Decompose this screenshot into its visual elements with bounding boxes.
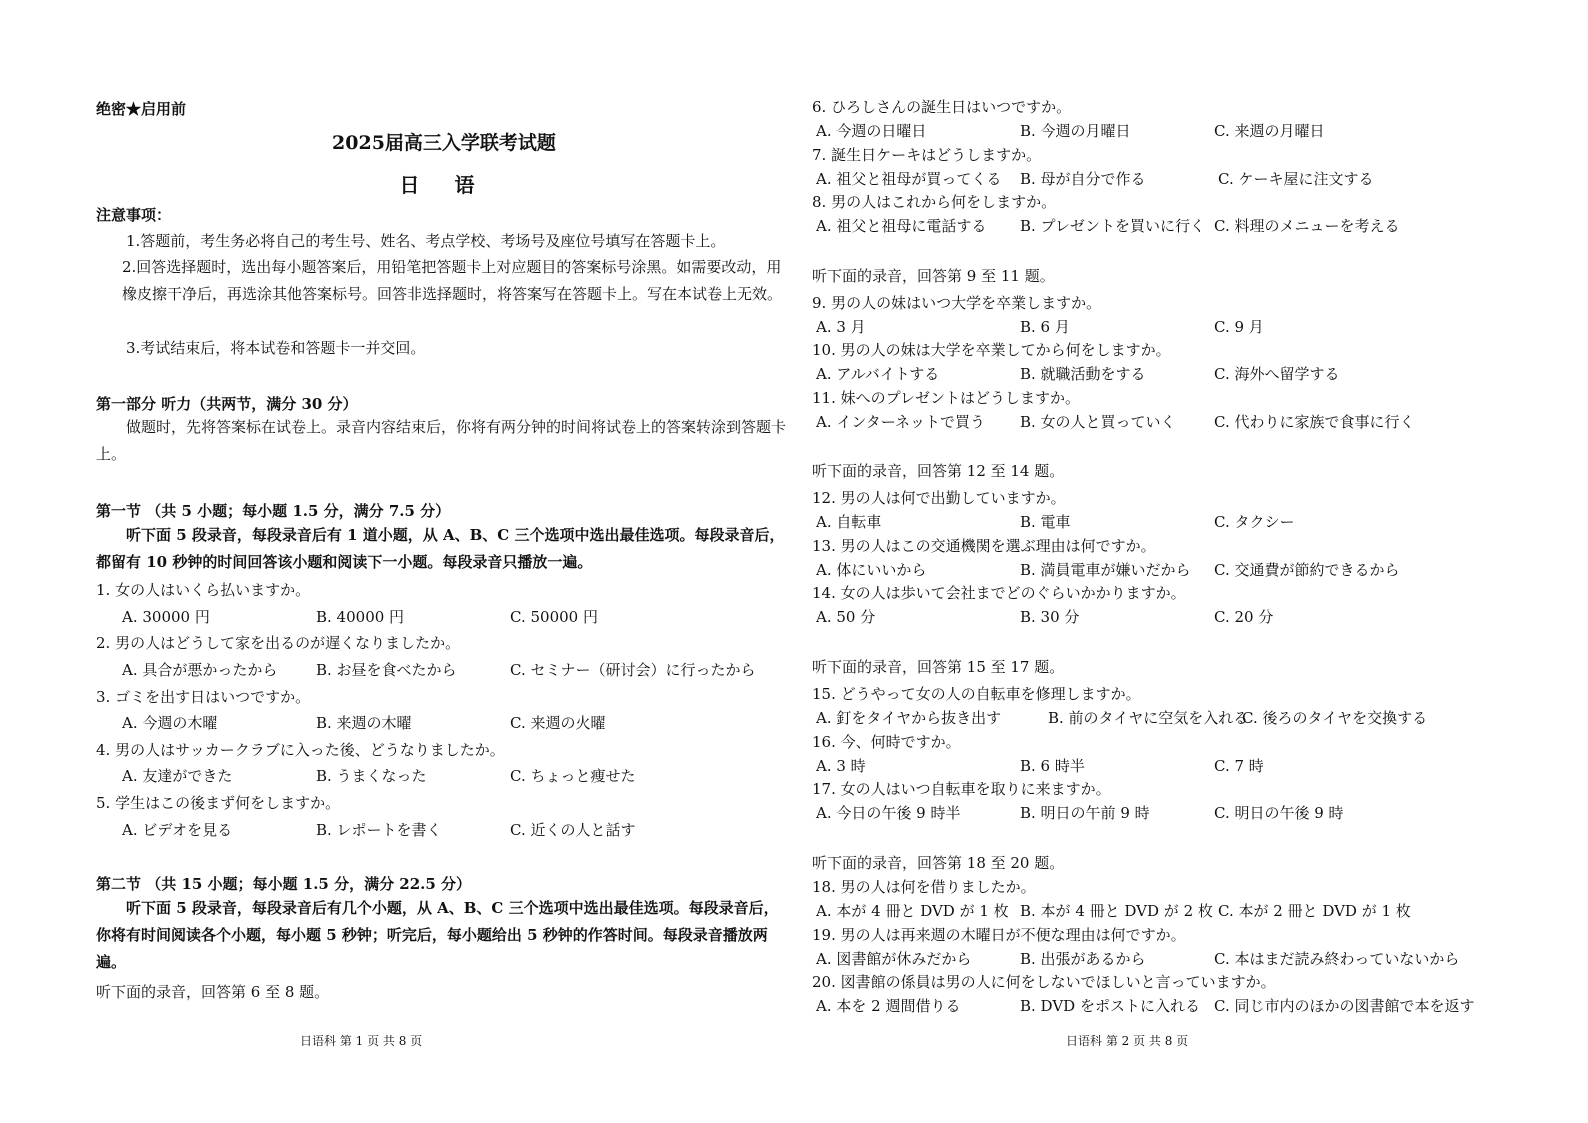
question-19: 19. 男の人は再来週の木曜日が不便な理由は何ですか。: [812, 926, 1186, 944]
q14-option-c: C. 20 分: [1214, 608, 1274, 626]
q7-option-b: B. 母が自分で作る: [1020, 170, 1146, 188]
q19-option-b: B. 出張があるから: [1020, 950, 1146, 968]
group-15-17-instruction: 听下面的录音，回答第 15 至 17 题。: [812, 658, 1065, 676]
q18-option-c: C. 本が 2 冊と DVD が 1 枚: [1218, 902, 1411, 920]
q3-option-a: A. 今週の木曜: [122, 714, 218, 732]
q20-option-b: B. DVD をポストに入れる: [1020, 997, 1200, 1015]
question-14: 14. 女の人は歩いて会社までどのぐらいかかりますか。: [812, 584, 1186, 602]
q12-option-a: A. 自転車: [816, 513, 882, 531]
section1-instruction: 听下面 5 段录音，每段录音后有 1 道小题，从 A、B、C 三个选项中选出最佳选项。每段录音后，都留有 10 秒钟的时间回答该小题和阅读下一小题。每段录音只播放一遍。: [96, 526, 785, 571]
q3-option-c: C. 来週の火曜: [510, 714, 606, 732]
q9-option-a: A. 3 月: [816, 318, 866, 336]
question-1: 1. 女の人はいくら払いますか。: [96, 581, 311, 599]
q4-option-c: C. ちょっと痩せた: [510, 767, 636, 785]
question-16: 16. 今、何時ですか。: [812, 733, 961, 751]
q18-option-b: B. 本が 4 冊と DVD が 2 枚: [1020, 902, 1213, 920]
exam-page-2: [812, 0, 1512, 1123]
q14-option-b: B. 30 分: [1020, 608, 1080, 626]
question-18: 18. 男の人は何を借りましたか。: [812, 878, 1036, 896]
q16-option-a: A. 3 時: [816, 757, 866, 775]
question-11: 11. 妹へのプレゼントはどうしますか。: [812, 389, 1081, 407]
subject-title: 日 语: [399, 173, 489, 197]
q17-option-c: C. 明日の午後 9 時: [1214, 804, 1344, 822]
question-17: 17. 女の人はいつ自転車を取りに来ますか。: [812, 780, 1111, 798]
q5-option-b: B. レポートを書く: [316, 821, 442, 839]
question-4: 4. 男の人はサッカークラブに入った後、どうなりましたか。: [96, 741, 505, 759]
q1-option-c: C. 50000 円: [510, 608, 598, 626]
q3-option-b: B. 来週の木曜: [316, 714, 412, 732]
q10-option-c: C. 海外へ留学する: [1214, 365, 1340, 383]
q11-option-b: B. 女の人と買っていく: [1020, 413, 1176, 431]
q10-option-a: A. アルバイトする: [816, 365, 940, 383]
q6-option-c: C. 来週の月曜日: [1214, 122, 1325, 140]
q20-option-c: C. 同じ市内のほかの図書館で本を返す: [1214, 997, 1475, 1015]
q9-option-b: B. 6 月: [1020, 318, 1070, 336]
section2-title: 第二节 （共 15 小题；每小题 1.5 分，满分 22.5 分）: [96, 875, 472, 893]
notice-item-1: 1.答题前，考生务必将自己的考生号、姓名、考点学校、考场号及座位号填写在答题卡上。: [126, 232, 726, 250]
q16-option-c: C. 7 時: [1214, 757, 1264, 775]
exam-title: 2025届高三入学联考试题: [332, 132, 556, 154]
q8-option-a: A. 祖父と祖母に電話する: [816, 217, 987, 235]
question-8: 8. 男の人はこれから何をしますか。: [812, 193, 1057, 211]
q7-option-a: A. 祖父と祖母が買ってくる: [816, 170, 1002, 188]
group-12-14-instruction: 听下面的录音，回答第 12 至 14 题。: [812, 462, 1065, 480]
q19-option-c: C. 本はまだ読み終わっていないから: [1214, 950, 1460, 968]
q4-option-a: A. 友達ができた: [122, 767, 233, 785]
secret-mark: 绝密★启用前: [96, 100, 187, 118]
q11-option-c: C. 代わりに家族で食事に行く: [1214, 413, 1415, 431]
notice-title: 注意事项：: [96, 206, 172, 224]
q2-option-a: A. 具合が悪かったから: [122, 661, 278, 679]
q17-option-b: B. 明日の午前 9 時: [1020, 804, 1150, 822]
q1-option-a: A. 30000 円: [122, 608, 210, 626]
part1-instruction: 做题时，先将答案标在试卷上。录音内容结束后，你将有两分钟的时间将试卷上的答案转涂到答题卡上。: [96, 418, 787, 463]
notice-item-3: 3.考试结束后，将本试卷和答题卡一并交回。: [126, 339, 426, 357]
q20-option-a: A. 本を 2 週間借りる: [816, 997, 961, 1015]
question-5: 5. 学生はこの後まず何をしますか。: [96, 794, 341, 812]
q10-option-b: B. 就職活動をする: [1020, 365, 1146, 383]
part1-title: 第一部分 听力（共两节，满分 30 分）: [96, 395, 358, 413]
q7-option-c: C. ケーキ屋に注文する: [1218, 170, 1374, 188]
q13-option-a: A. 体にいいから: [816, 561, 927, 579]
q4-option-b: B. うまくなった: [316, 767, 427, 785]
page-footer-2: 日语科 第 2 页 共 8 页: [1066, 1034, 1189, 1048]
q2-option-b: B. お昼を食べたから: [316, 661, 457, 679]
question-9: 9. 男の人の妹はいつ大学を卒業しますか。: [812, 294, 1102, 312]
q12-option-c: C. タクシー: [1214, 513, 1295, 531]
q1-option-b: B. 40000 円: [316, 608, 405, 626]
q14-option-a: A. 50 分: [816, 608, 876, 626]
q6-option-a: A. 今週の日曜日: [816, 122, 927, 140]
q18-option-a: A. 本が 4 冊と DVD が 1 枚: [816, 902, 1009, 920]
q9-option-c: C. 9 月: [1214, 318, 1264, 336]
q15-option-b: B. 前のタイヤに空気を入れる: [1048, 709, 1249, 727]
group-9-11-instruction: 听下面的录音，回答第 9 至 11 题。: [812, 267, 1055, 285]
question-10: 10. 男の人の妹は大学を卒業してから何をしますか。: [812, 341, 1171, 359]
q15-option-c: C. 後ろのタイヤを交換する: [1242, 709, 1428, 727]
question-12: 12. 男の人は何で出勤していますか。: [812, 489, 1066, 507]
section1-title: 第一节 （共 5 小题；每小题 1.5 分，满分 7.5 分）: [96, 502, 451, 520]
question-7: 7. 誕生日ケーキはどうしますか。: [812, 146, 1042, 164]
q8-option-c: C. 料理のメニューを考える: [1214, 217, 1400, 235]
group-6-8-instruction: 听下面的录音，回答第 6 至 8 题。: [96, 983, 330, 1001]
question-3: 3. ゴミを出す日はいつですか。: [96, 688, 311, 706]
q17-option-a: A. 今日の午後 9 時半: [816, 804, 961, 822]
q13-option-c: C. 交通費が節約できるから: [1214, 561, 1400, 579]
q11-option-a: A. インターネットで買う: [816, 413, 986, 431]
section2-instruction: 听下面 5 段录音，每段录音后有几个小题，从 A、B、C 三个选项中选出最佳选项。每段录音后，你将有时间阅读各个小题，每小题 5 秒钟；听完后，每小题给出 5 秒钟的作答时间。每段录音播放两遍。: [96, 899, 779, 971]
q15-option-a: A. 釘をタイヤから抜き出す: [816, 709, 1002, 727]
q12-option-b: B. 電車: [1020, 513, 1071, 531]
q19-option-a: A. 図書館が休みだから: [816, 950, 972, 968]
q5-option-c: C. 近くの人と話す: [510, 821, 636, 839]
exam-page-1: [96, 0, 792, 1123]
q8-option-b: B. プレゼントを買いに行く: [1020, 217, 1205, 235]
q13-option-b: B. 満員電車が嫌いだから: [1020, 561, 1191, 579]
question-20: 20. 図書館の係員は男の人に何をしないでほしいと言っていますか。: [812, 973, 1276, 991]
q16-option-b: B. 6 時半: [1020, 757, 1085, 775]
question-15: 15. どうやって女の人の自転車を修理しますか。: [812, 685, 1141, 703]
question-6: 6. ひろしさんの誕生日はいつですか。: [812, 98, 1072, 116]
page-footer-1: 日语科 第 1 页 共 8 页: [300, 1034, 423, 1048]
q2-option-c: C. セミナー（研讨会）に行ったから: [510, 661, 756, 679]
question-13: 13. 男の人はこの交通機関を選ぶ理由は何ですか。: [812, 537, 1156, 555]
group-18-20-instruction: 听下面的录音，回答第 18 至 20 题。: [812, 854, 1065, 872]
q5-option-a: A. ビデオを見る: [122, 821, 233, 839]
question-2: 2. 男の人はどうして家を出るのが遅くなりましたか。: [96, 634, 461, 652]
notice-item-2: 2.回答选择题时，选出每小题答案后，用铅笔把答题卡上对应题目的答案标号涂黑。如需要改动，用橡皮擦干净后，再选涂其他答案标号。回答非选择题时，将答案写在答题卡上。写在本试卷上无效。: [122, 258, 783, 303]
q6-option-b: B. 今週の月曜日: [1020, 122, 1131, 140]
